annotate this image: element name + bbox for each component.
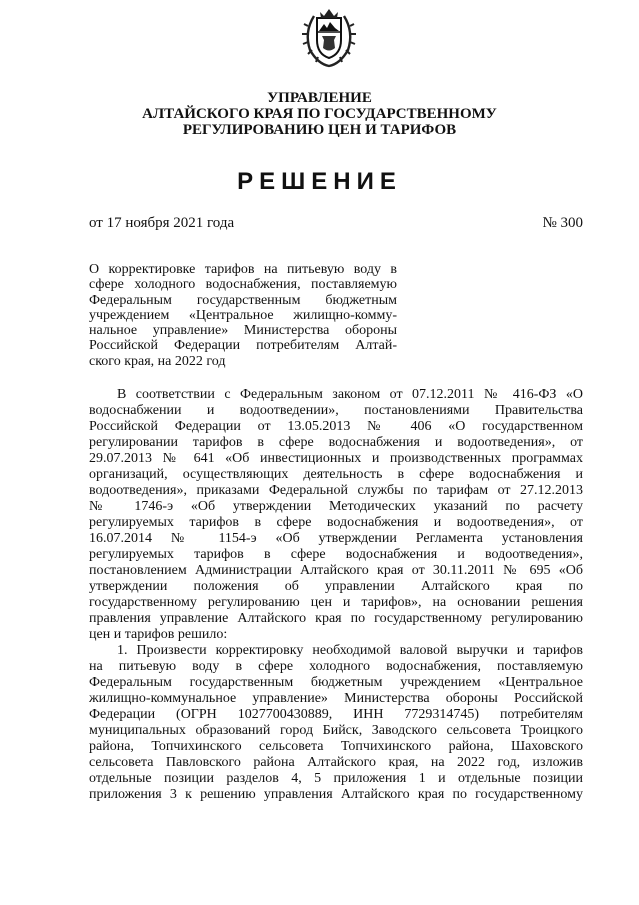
body-line: отдельные позиции разделов 4, 5 приложения 1 и отдельные позиции: [89, 771, 583, 786]
body-line: регулируемых тарифов в сфере водоснабжения и водоотведения»,: [89, 547, 583, 562]
body-line: постановлением Администрации Алтайского края от 30.11.2011 № 695 «Об: [89, 563, 583, 578]
body-line: Российской Федерации от 13.05.2013 № 406 «О государственном: [89, 419, 583, 434]
body-line: 29.07.2013 № 641 «Об инвестиционных и производственных программах: [89, 451, 583, 466]
body-line: водоотведения», приказами Федеральной службы по тарифам от 27.12.2013: [89, 483, 583, 498]
body-line: 16.07.2014 № 1154-э «Об утверждении Регламента установления: [89, 531, 583, 546]
body-line: № 1746-э «Об утверждении Методических указаний по расчету: [89, 499, 583, 514]
body-line: Федерации (ОГРН 1027700430889, ИНН 7729314745) потребителям: [89, 707, 583, 722]
body-line: приложения 3 к решению управления Алтайского края по государственному: [89, 787, 583, 802]
body-line: государственному регулированию цен и тарифов», на основании решения: [89, 595, 583, 610]
header-line: АЛТАЙСКОГО КРАЯ ПО ГОСУДАРСТВЕННОМУ: [142, 106, 497, 122]
body-line: на питьевую воду в сфере холодного водоснабжения, поставляемую: [89, 659, 583, 674]
issuer-header: [0, 90, 639, 138]
subject-line: ского края, на 2022 год: [89, 353, 226, 369]
document-number: № 300: [542, 215, 583, 231]
subject-line: Федеральным государственным бюджетным: [89, 292, 397, 308]
subject-line: О корректировке тарифов на питьевую воду в: [89, 262, 397, 277]
body-line: организаций, осуществляющих деятельность в сфере водоснабжения и: [89, 467, 583, 482]
body-line: жилищно-коммунальное управление» Министерства обороны Российской: [89, 691, 583, 706]
body-line: цен и тарифов решило:: [89, 627, 228, 642]
body-line: правления управление Алтайского края по государственному регулированию: [89, 611, 583, 626]
document-body: [89, 387, 583, 803]
altai-coat-of-arms-icon: [300, 6, 358, 68]
body-line: утверждении положения об управлении Алтайского края по: [89, 579, 583, 594]
body-line: Федеральным государственным бюджетным учреждением «Центральное: [89, 675, 583, 690]
header-line: РЕГУЛИРОВАНИЮ ЦЕН И ТАРИФОВ: [182, 122, 457, 138]
body-line: сельсовета Павловского района Алтайского края, на 2022 год, изложив: [89, 755, 583, 770]
document-subject: [89, 262, 397, 369]
subject-line: учреждением «Центральное жилищно-комму-: [89, 307, 397, 323]
header-line: УПРАВЛЕНИЕ: [267, 90, 372, 106]
subject-line: сфере холодного водоснабжения, поставляемую: [89, 277, 397, 293]
body-line: муниципальных образований город Бийск, Заводского сельсовета Троицкого: [89, 723, 583, 738]
body-line: регулировании тарифов в сфере водоснабжения и водоотведения», от: [89, 435, 583, 450]
subject-line: Российской Федерации потребителям Алтай-: [89, 338, 397, 354]
body-line: регулируемых тарифов в сфере водоснабжения и водоотведения», от: [89, 515, 583, 530]
body-line: водоснабжении и водоотведении», постановлениями Правительства: [89, 403, 583, 418]
body-line: 1. Произвести корректировку необходимой валовой выручки и тарифов: [117, 643, 583, 658]
document-title: РЕШЕНИЕ: [237, 168, 402, 195]
subject-line: нальное управление» Министерства обороны: [89, 323, 397, 339]
body-line: района, Топчихинского сельсовета Топчихинского района, Шаховского: [89, 739, 583, 754]
document-date: от 17 ноября 2021 года: [89, 215, 235, 231]
body-line: В соответствии с Федеральным законом от 07.12.2011 № 416-ФЗ «О: [117, 387, 583, 402]
